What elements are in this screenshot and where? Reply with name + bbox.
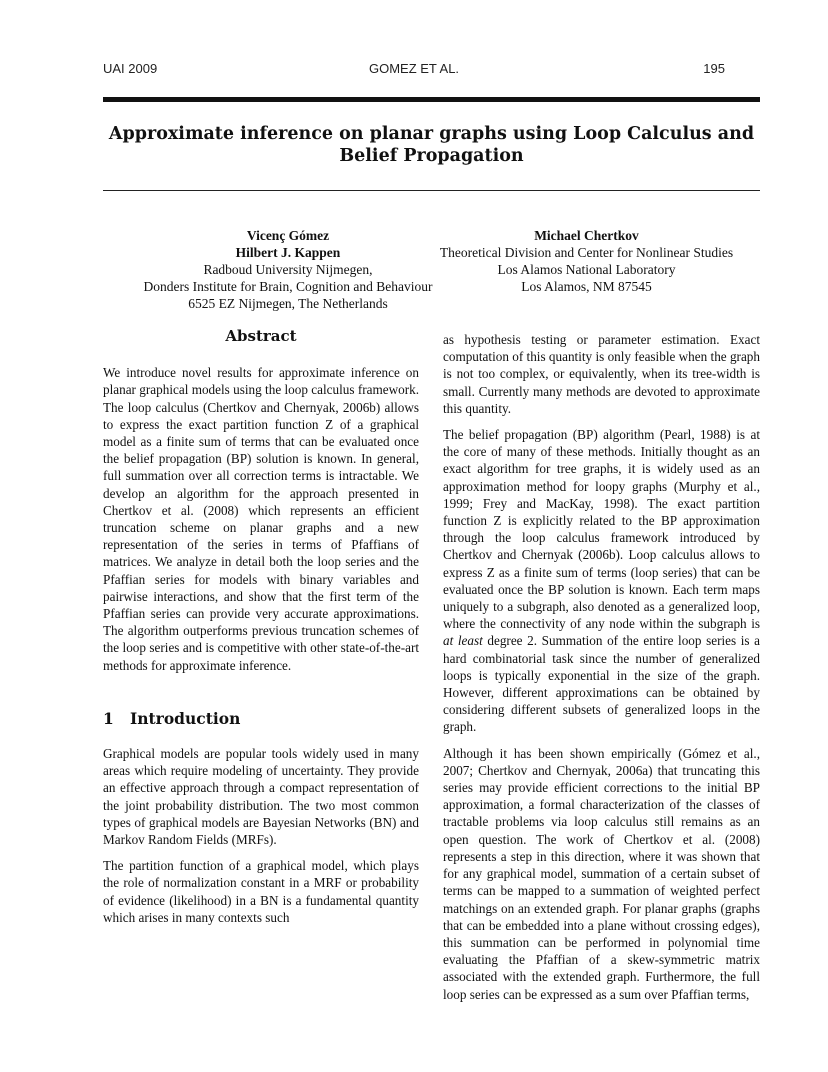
author-group-right — [403, 227, 770, 295]
author-affiliation: Donders Institute for Brain, Cognition and Behaviour — [143, 279, 433, 294]
abstract-text: We introduce novel results for approximate inference on planar graphical models using the loop calculus framework. The loop calculus (Chertkov and Chernyak, 2006b) allows to express the exact partition function Z of a graphical model as a finite sum of terms that can be evaluated once the belief propagation (BP) solution is known. In general, full summation over all correction terms is intractable. We develop an algorithm for the approach presented in Chertkov et al. (2008) which represents an efficient truncation scheme on planar graphs and a new representation of the series in terms of Pfaffians of matrices. We analyze in detail both the loop series and the Pfaffian series for models with binary variables and pairwise interactions, and show that the first term of the Pfaffian series can provide very accurate approximations. The algorithm outperforms previous truncation schemes of the loop series and is competitive with other state-of-the-art methods for approximate inference. — [103, 365, 419, 673]
author-affiliation: Radboud University Nijmegen, — [203, 262, 373, 277]
top-rule — [103, 97, 760, 102]
authors-running-head: GOMEZ ET AL. — [368, 61, 460, 76]
paragraph-text: The belief propagation (BP) algorithm (Pearl, 1988) is at the core of many of these methods. Initially thought as an exact algorithm for tree graphs, it is widely used as an approximation method for loopy graphs (Murphy et al., 1999; Frey and MacKay, 1998). The exact partition function Z is explicitly related to the BP approximation through the loop calculus framework introduced by Chertkov and Chernyak (2006b). Loop calculus allows to express Z as a finite sum of terms (loop series) that can be evaluated once the BP solution is known. Each term maps uniquely to a subgraph, also denoted as a generalized loop, where the connectivity of any node within the subgraph is — [443, 427, 760, 632]
paragraph: Although it has been shown empirically (Gómez et al., 2007; Chertkov and Chernyak, 2006a) that truncating this series may provide efficient corrections to the initial BP approximation, a formal characterization of the classes of tractable problems via loop calculus still remains as an open question. The work of Chertkov et al. (2008) represents a step in this direction, where it was shown that for any graphical model, summation of a certain subset of terms can be mapped to a summation of weighted perfect matchings on an extended graph. For planar graphs (graphs that can be embedded into a plane without crossing edges), this summation can be performed in polynomial time evaluating the Pfaffian of a skew-symmetric matrix associated with the extended graph. Furthermore, the full loop series can be expressed as a sum over Pfaffian terms, — [443, 745, 760, 1002]
conference-label: UAI 2009 — [103, 61, 158, 76]
author-name: Michael Chertkov — [534, 228, 639, 243]
author-affiliation: Theoretical Division and Center for Nonlinear Studies — [439, 245, 734, 260]
introduction-body — [103, 745, 419, 926]
paper-title — [103, 123, 760, 167]
author-block — [103, 227, 760, 311]
paragraph: The partition function of a graphical model, which plays the role of normalization constant in a MRF or probability of evidence (likelihood) in a BN is a fundamental quantity which arises in many contexts such — [103, 858, 419, 925]
running-head — [103, 61, 725, 79]
author-address: Los Alamos, NM 87545 — [521, 279, 652, 294]
section-title: Introduction — [130, 708, 241, 728]
abstract-heading: Abstract — [225, 327, 297, 345]
paragraph: as hypothesis testing or parameter estimation. Exact computation of this quantity is only feasible when the graph is not too complex, or equivalently, when its tree-width is small. Currently many methods are devoted to approximate this quantity. — [443, 332, 760, 416]
author-name: Hilbert J. Kappen — [235, 245, 341, 260]
title-line-2: Belief Propagation — [339, 146, 524, 166]
right-column — [443, 331, 760, 1003]
section-heading — [103, 710, 419, 727]
author-name: Vicenç Gómez — [246, 228, 330, 243]
author-affiliation: Los Alamos National Laboratory — [497, 262, 676, 277]
author-address: 6525 EZ Nijmegen, The Netherlands — [188, 296, 388, 311]
paragraph-text: degree 2. Summation of the entire loop series is a hard combinatorial task since the number of generalized loops is typically exponential in the size of the graph. However, different approximations can be obtained by considering different subsets of generalized loops in the graph. — [443, 633, 760, 735]
title-rule — [103, 190, 760, 191]
section-number: 1 — [103, 708, 114, 728]
left-column — [103, 328, 419, 926]
page-number: 195 — [703, 61, 725, 76]
title-line-1: Approximate inference on planar graphs using Loop Calculus and — [108, 124, 755, 144]
emphasis-text: at least — [443, 633, 483, 649]
paragraph — [443, 426, 760, 736]
paragraph: Graphical models are popular tools widely used in many areas which require modeling of uncertainty. They provide an effective approach through a compact representation of the joint probability distribution. The two most common types of graphical models are Bayesian Networks (BN) and Markov Random Fields (MRFs). — [103, 746, 419, 848]
